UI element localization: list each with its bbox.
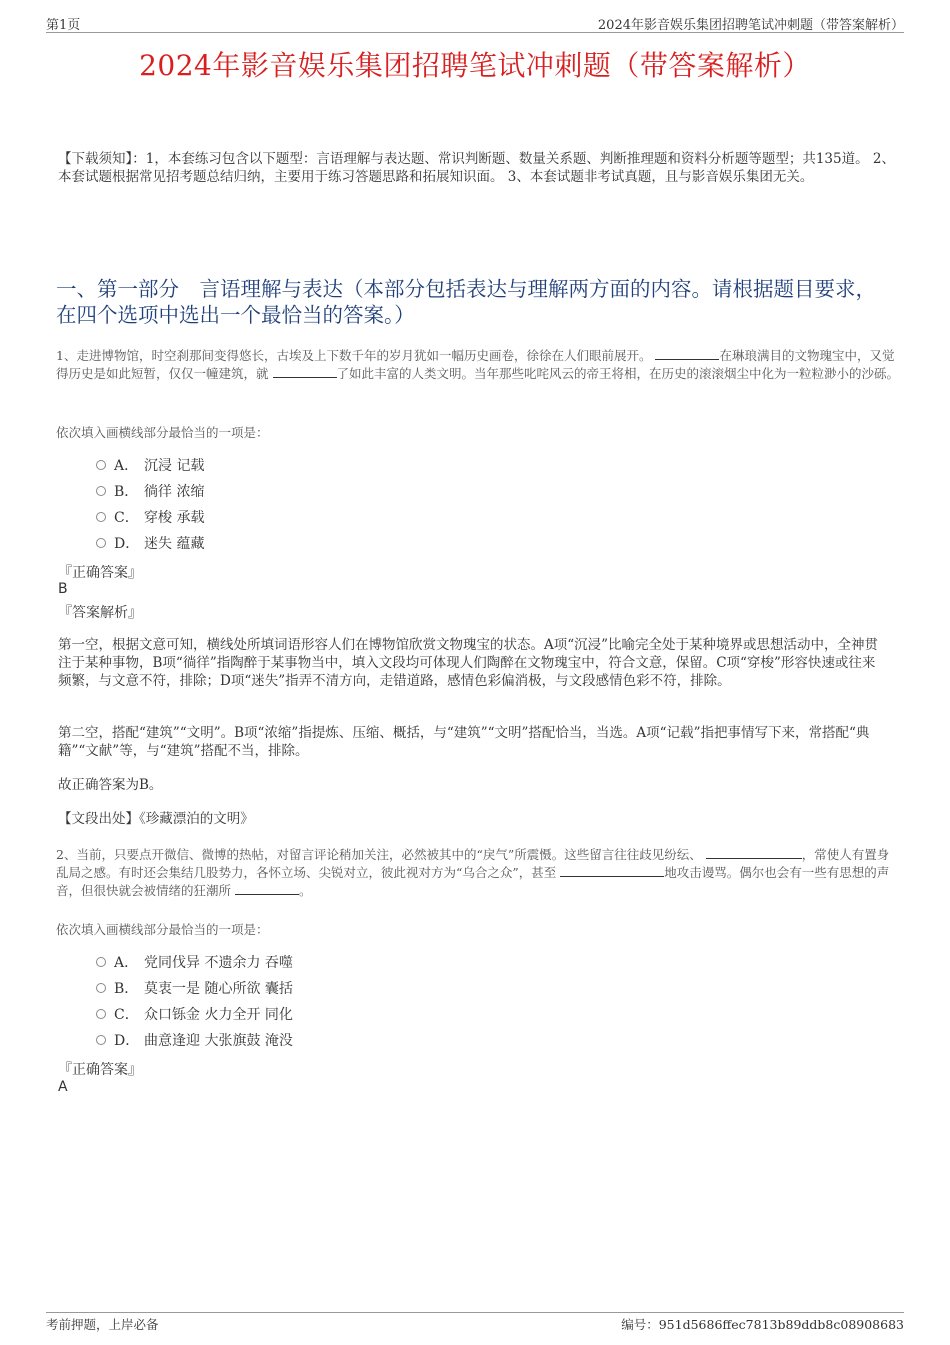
analysis-paragraph-1: 第一空，根据文意可知，横线处所填词语形容人们在博物馆欣赏文物瑰宝的状态。A项“沉浸”比喻完全处于某种境界或思想活动中，全神贯注于某种事物，B项“徜徉”指陶醉于某事物当中，填入文段均可体现人们陶醉在文物瑰宝中，符合文意，保留。C项“穿梭”形容快速或往来频繁，与文意不符，排除；D项“迷失”指弄不清方向，走错道路，感情色彩偏消极，与文段感情色彩不符，排除。 [58, 637, 879, 689]
question-1-instruction: 依次填入画横线部分最恰当的一项是： [56, 425, 269, 440]
footer-slogan: 考前押题，上岸必备 [46, 1317, 159, 1332]
page-header [46, 14, 904, 33]
correct-answer: B [58, 581, 68, 597]
document-title: 2024年影音娱乐集团招聘笔试冲刺题（带答案解析） [139, 49, 811, 82]
answer-blank [655, 347, 719, 360]
radio-icon[interactable] [96, 1035, 106, 1045]
question-2-option-c[interactable]: C． 众口铄金 火力全开 同化 [96, 1005, 293, 1025]
question-2-option-b[interactable]: B． 莫衷一是 随心所欲 囊括 [96, 979, 293, 999]
correct-answer: A [58, 1079, 68, 1095]
question-2-option-d[interactable]: D． 曲意逢迎 大张旗鼓 淹没 [96, 1031, 293, 1051]
correct-answer-label: 『正确答案』 [58, 565, 142, 581]
analysis-conclusion: 故正确答案为B。 [58, 777, 163, 793]
question-2-instruction: 依次填入画横线部分最恰当的一项是： [56, 922, 269, 937]
header-doc-title: 2024年影音娱乐集团招聘笔试冲刺题（带答案解析） [597, 18, 904, 33]
page-number: 第1页 [46, 18, 81, 33]
question-1-option-a[interactable]: A． 沉浸 记载 [96, 456, 204, 476]
radio-icon[interactable] [96, 538, 106, 548]
radio-icon[interactable] [96, 1009, 106, 1019]
section-title: 一、第一部分 言语理解与表达（本部分包括表达与理解两方面的内容。请根据题目要求，在四个选项中选出一个最恰当的答案。） [56, 277, 876, 327]
question-1-option-b[interactable]: B． 徜徉 浓缩 [96, 482, 204, 502]
radio-icon[interactable] [96, 983, 106, 993]
answer-blank [560, 864, 664, 877]
radio-icon[interactable] [96, 512, 106, 522]
radio-icon[interactable] [96, 460, 106, 470]
answer-blank [273, 365, 337, 378]
answer-blank [706, 846, 802, 859]
answer-blank [235, 882, 299, 895]
footer-serial: 编号：951d5686ffec7813b89ddb8c08908683 [621, 1317, 904, 1332]
radio-icon[interactable] [96, 957, 106, 967]
question-1-option-c[interactable]: C． 穿梭 承载 [96, 508, 204, 528]
download-notice: 【下载须知】：1，本套练习包含以下题型：言语理解与表达题、常识判断题、数量关系题、判断推理题和资料分析题等题型；共135道。 2、本套试题根据常见招考题总结归纳，主要用于练习答题思路和拓展知识面。 3、本套试题非考试真题，且与影音娱乐集团无关。 [58, 151, 895, 185]
correct-answer-label: 『正确答案』 [58, 1062, 142, 1078]
question-2-option-a[interactable]: A． 党同伐异 不遗余力 吞噬 [96, 953, 293, 973]
analysis-paragraph-2: 第二空，搭配“建筑”“文明”。B项“浓缩”指提炼、压缩、概括，与“建筑”“文明”搭配恰当，当选。A项“记载”指把事情写下来，常搭配“典籍”“文献”等，与“建筑”搭配不当，排除。 [58, 725, 870, 759]
question-1-text: 1、走进博物馆，时空刹那间变得悠长，古埃及上下数千年的岁月犹如一幅历史画卷，徐徐在人们眼前展开。 在琳琅满目的文物瑰宝中，又觉得历史是如此短暂，仅仅一幢建筑，就 了如此丰富的人类文明。当年那些叱咤风云的帝王将相，在历史的滚滚烟尘中化为一粒粒渺小的沙砾。 [56, 348, 900, 381]
radio-icon[interactable] [96, 486, 106, 496]
question-2-text: 2、当前，只要点开微信、微博的热帖，对留言评论稍加关注，必然被其中的“戾气”所震慑。这些留言往往歧见纷纭、 ，常使人有置身乱局之感。有时还会集结几股势力，各怀立场、尖锐对立，彼此视对方为“乌合之众”，甚至 地攻击谩骂。偶尔也会有一些有思想的声音，但很快就会被情绪的狂潮所 。 [56, 847, 890, 898]
passage-source: 【文段出处】《珍藏漂泊的文明》 [58, 811, 254, 827]
analysis-label: 『答案解析』 [58, 605, 142, 621]
question-1-option-d[interactable]: D． 迷失 蕴藏 [96, 534, 204, 554]
page-footer [46, 1312, 904, 1332]
